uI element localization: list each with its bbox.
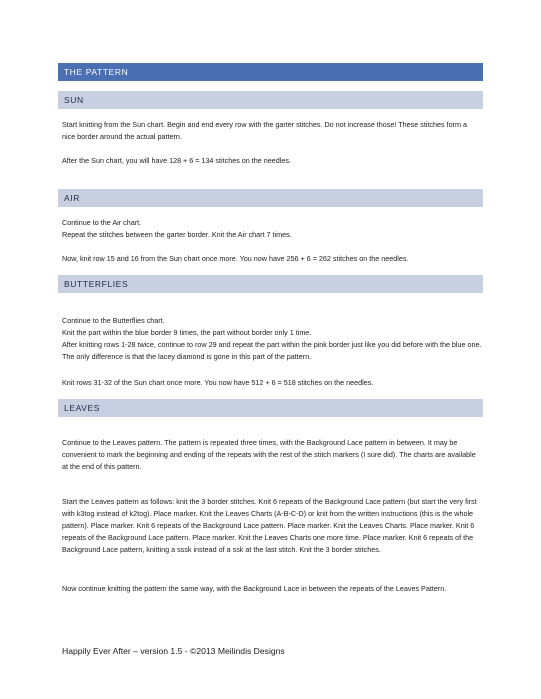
section-header-leaves: LEAVES (58, 399, 483, 417)
leaves-paragraph-1: Continue to the Leaves pattern. The pattern is repeated three times, with the Background Lace pattern in between. It may be convenient to mark the beginning and ending of the repeats with the rest of the stitch markers (I sure did). The charts are available at the end of this pattern. (62, 438, 476, 471)
sun-paragraph-2: After the Sun chart, you will have 128 + 6 = 134 stitches on the needles. (62, 156, 291, 165)
pattern-title-bar: THE PATTERN (58, 63, 483, 81)
section-header-air: AIR (58, 189, 483, 207)
air-paragraph-2: Repeat the stitches between the garter border. Knit the Air chart 7 times. (62, 230, 292, 239)
butterflies-paragraph-2: Knit the part within the blue border 9 times, the part without border only 1 time. (62, 328, 312, 337)
section-header-sun: SUN (58, 91, 483, 109)
leaves-paragraph-3: Now continue knitting the pattern the same way, with the Background Lace in between the repeats of the Leaves Pattern. (62, 584, 447, 593)
section-header-butterflies: BUTTERFLIES (58, 275, 483, 293)
butterflies-paragraph-1: Continue to the Butterflies chart. (62, 316, 165, 325)
page-footer: Happily Ever After – version 1.5 - ©2013 Meilindis Designs (62, 646, 285, 656)
butterflies-paragraph-3: After knitting rows 1-28 twice, continue to row 29 and repeat the part within the pink border just like you did before with the blue one. The only difference is that the lacey diamond is gone in this part of the pattern. (62, 340, 482, 361)
air-paragraph-3: Now, knit row 15 and 16 from the Sun chart once more. You now have 256 + 6 = 262 stitches on the needles. (62, 254, 409, 263)
sun-paragraph-1: Start knitting from the Sun chart. Begin and end every row with the garter stitches. Do not increase those! These stitches form a nice border around the actual pattern. (62, 120, 467, 141)
butterflies-paragraph-4: Knit rows 31-32 of the Sun chart once more. You now have 512 + 6 = 518 stitches on the needles. (62, 378, 374, 387)
air-paragraph-1: Continue to the Air chart. (62, 218, 142, 227)
leaves-paragraph-2: Start the Leaves pattern as follows: knit the 3 border stitches. Knit 6 repeats of the Background Lace pattern (but start the very first with k3tog instead of k2tog). Place marker. Knit the Leaves Charts (A-B-C-D) or knit from the written instructions (this is the whole pattern). Place marker. Knit 6 repeats of the Background Lace pattern. Place marker. Knit the Leaves Charts. Place marker. Knit 6 repeats of the Background Lace pattern. Place marker. Knit the Leaves Charts one more time. Place marker. Knit 6 repeats of the Background Lace pattern, knitting a sssk instead of a ssk at the last stitch. Knit the 3 border stitches. (62, 497, 477, 554)
